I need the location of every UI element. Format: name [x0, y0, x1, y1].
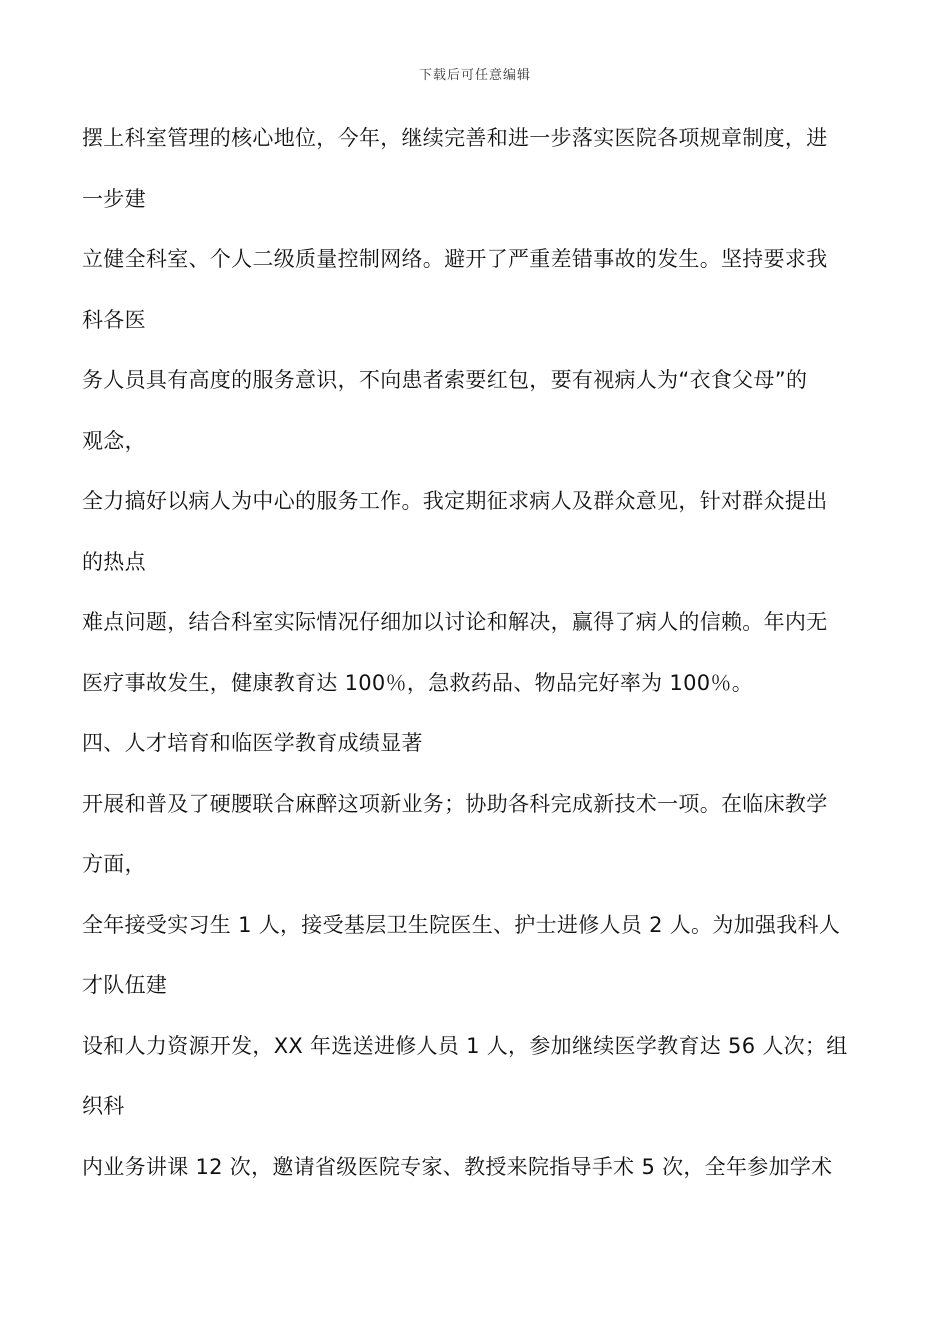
text-line: 摆上科室管理的核心地位，今年，继续完善和进一步落实医院各项规章制度，进	[82, 126, 828, 150]
page-header: 下载后可任意编辑	[418, 68, 531, 83]
text-line: 医疗事故发生，健康教育达 100％，急救药品、物品完好率为 100％。	[82, 670, 754, 695]
text-line: 设和人力资源开发，XX 年选送进修人员 1 人，参加继续医学教育达 56 人次；组	[82, 1033, 848, 1058]
section-heading: 四、人才培育和临医学教育成绩显著	[82, 731, 423, 755]
text-line: 织科	[82, 1094, 125, 1118]
text-line: 全年接受实习生 1 人，接受基层卫生院医生、护士进修人员 2 人。为加强我科人	[82, 912, 841, 937]
text-line: 立健全科室、个人二级质量控制网络。避开了严重差错事故的发生。坚持要求我	[82, 247, 828, 271]
text-line: 才队伍建	[82, 973, 168, 997]
text-line: 科各医	[82, 307, 146, 332]
text-line: 开展和普及了硬腰联合麻醉这项新业务；协助各科完成新技术一项。在临床教学	[82, 791, 828, 816]
text-line: 全力搞好以病人为中心的服务工作。我定期征求病人及群众意见，针对群众提出	[82, 489, 828, 513]
document-body	[82, 116, 882, 1205]
text-line: 观念，	[82, 428, 146, 453]
text-line: 的热点	[82, 549, 146, 574]
text-line: 难点问题，结合科室实际情况仔细加以讨论和解决，赢得了病人的信赖。年内无	[82, 610, 828, 634]
text-line: 一步建	[82, 186, 146, 211]
text-line: 务人员具有高度的服务意识，不向患者索要红包，要有视病人为“衣食父母”的	[82, 368, 808, 392]
text-line: 内业务讲课 12 次，邀请省级医院专家、教授来院指导手术 5 次，全年参加学术	[82, 1154, 833, 1179]
text-line: 方面，	[82, 852, 146, 876]
